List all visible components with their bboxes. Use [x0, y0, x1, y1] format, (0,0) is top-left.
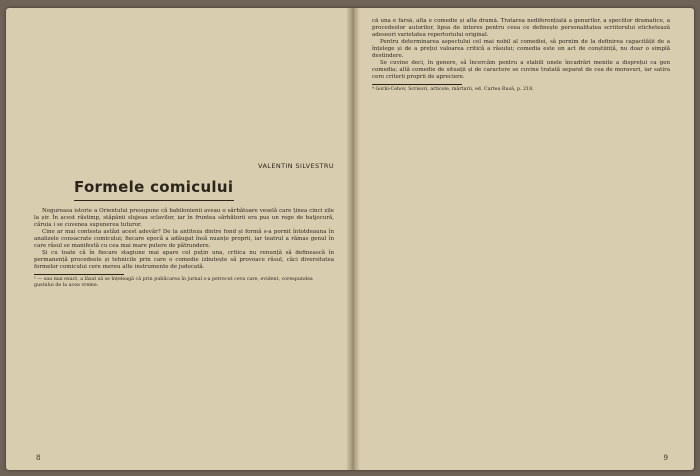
page-number-right: 9: [663, 454, 668, 462]
book-spread: [6, 8, 694, 470]
paragraph: că una e farsă, alta e comedie și alta dramă. Tratarea nediferențiată a genurilor, a speciilor dramatice, a procedeelor autorilor, lipsa de interes pentru ceea ce definește personalitatea scriitorului etichetează adeseori varietatea repertoriului original.: [372, 18, 670, 39]
paragraph: Și cu toate că în fiecare stagiune mai apare cel puțin una, critica nu renunță să definească în permanență procedeele și tehnicile prin care o comedie izbutește să provoace râsul, căci diversitatea formelor comicului cere mereu alte instrumente de judecată.: [34, 250, 334, 271]
title-underline: [74, 200, 234, 201]
paragraph: Se cuvine deci, în genere, să încercăm pentru a stabili unele încadrări menite a disprețui ca gen comedia; altă comedie de situații și de caractere se cuvine tratată separat de cea de moravuri, iar satira cere criterii proprii de apreciere.: [372, 60, 670, 81]
left-body-text: [34, 208, 334, 289]
right-body-text: [372, 18, 670, 93]
author-name: VALENTIN SILVESTRU: [258, 162, 334, 170]
left-page: [34, 18, 334, 462]
right-page: [372, 18, 670, 462]
footnote: ¹ — sau mai exact, a lăsat să se înțeleagă că prin publicarea în jurnal s-a petrecut ceva care, evident, corespundea gustului de la acea vreme.: [34, 277, 313, 289]
book-gutter: [346, 8, 360, 470]
paragraph: Negureasa istorie a Orientului presupune că babilonienii aveau o sărbătoare veselă care ținea cinci zile la șir. În acest răstimp, stăpânii slujeau sclavilor, iar în fruntea sărbătorii era pus un rege de batjocură, căruia i se cuvenea supunerea tuturor.: [34, 208, 334, 229]
footnote-rule: [372, 84, 462, 85]
footnote: ⁴ Gorki-Cehov, Scrisori, articole, mărturii, ed. Cartea Rusă, p. 218.: [372, 87, 534, 93]
paragraph: Cine ar mai contesta astăzi acest adevăr? De la antiteza dintre fond și formă s-a pornit întotdeauna în analizele consacrate comicului; fiecare epocă a adăugat însă nuanțe proprii, iar teatrul a rămas genul în care râsul se manifestă cu cea mai mare putere de pătrundere.: [34, 229, 334, 250]
page-number-left: 8: [36, 454, 41, 462]
paragraph: Pentru determinarea aspectului cel mai nobil al comediei, să pornim de la definirea capacității de a înțelege și de a prețui valoarea critică a râsului; comedia este un act de conștiință, nu doar o simplă destindere.: [372, 39, 670, 60]
footnote-rule: [34, 274, 124, 275]
chapter-title: Formele comicului: [74, 178, 234, 196]
